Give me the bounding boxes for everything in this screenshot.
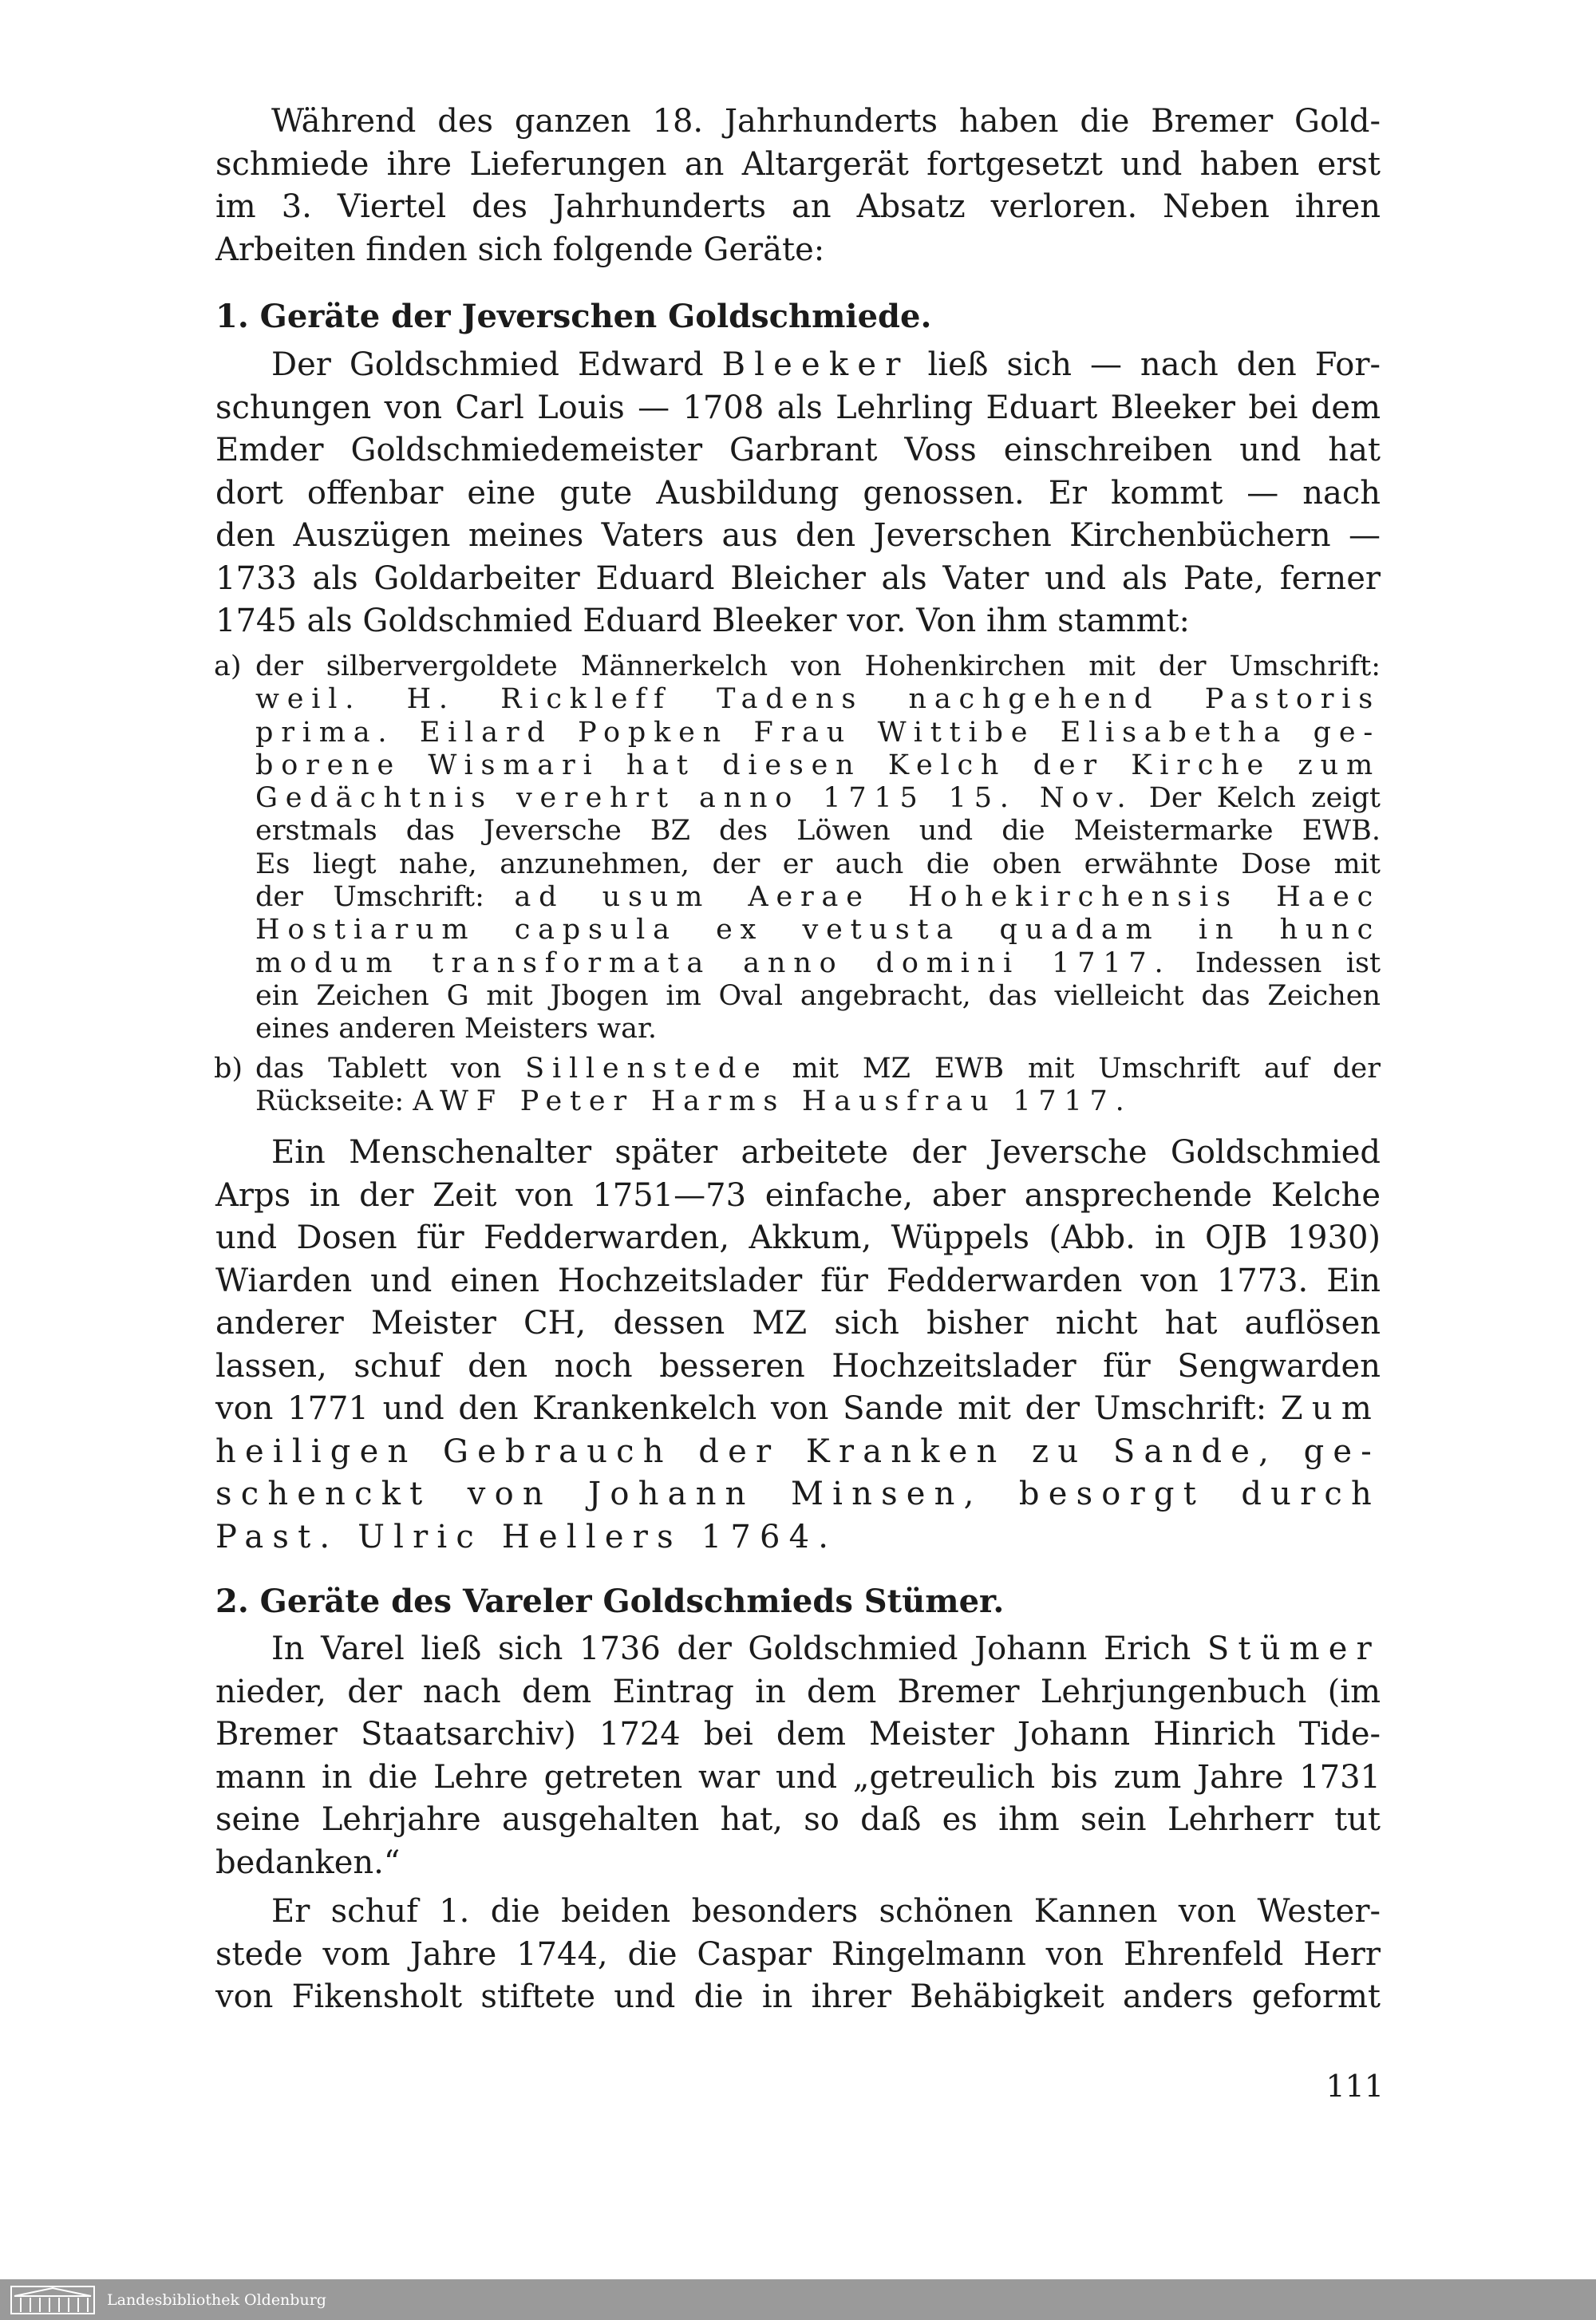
text-line: stede vom Jahre 1744, die Caspar Ringelmann von Ehrenfeld Herr: [215, 1935, 1381, 1973]
text-line: prima. Eilard Popken Frau Wittibe Elisabetha ge-: [255, 716, 1381, 749]
text-line: von 1771 und den Krankenkelch von Sande mit der Umschrift: Zum: [215, 1390, 1381, 1427]
text-line: Past. Ulric Hellers 1764.: [215, 1518, 838, 1555]
text-line: mann in die Lehre getreten war und „getreulich bis zum Jahre 1731: [215, 1758, 1381, 1796]
item-list: [214, 650, 1381, 1118]
text-line: lassen, schuf den noch besseren Hochzeitslader für Sengwarden: [215, 1347, 1381, 1385]
text-line: von Fikensholt stiftete und die in ihrer Behäbigkeit anders geformt: [215, 1978, 1381, 2015]
text-line: In Varel ließ sich 1736 der Goldschmied Johann Erich Stümer: [271, 1630, 1381, 1667]
text-line: schenckt von Johann Minsen, besorgt durch: [215, 1476, 1381, 1512]
text-line: bedanken.“: [215, 1844, 401, 1881]
text-line: heiligen Gebrauch der Kranken zu Sande, ge-: [215, 1433, 1381, 1470]
text-line: eines anderen Meisters war.: [255, 1013, 658, 1045]
text-line: seine Lehrjahre ausgehalten hat, so daß es ihm sein Lehrherr tut: [215, 1801, 1381, 1838]
text-line: modum transformata anno domini 1717. Indessen ist: [255, 947, 1381, 979]
text-line: der silbervergoldete Männerkelch von Hohenkirchen mit der Umschrift:: [255, 650, 1381, 682]
text-line: Emder Goldschmiedemeister Garbrant Voss einschreiben und hat: [215, 432, 1381, 468]
text-line: Rückseite: AWF Peter Harms Hausfrau 1717.: [255, 1085, 1132, 1117]
text-line: Arbeiten finden sich folgende Geräte:: [215, 231, 825, 268]
page-number: 111: [1325, 2069, 1384, 2104]
section-title: 1. Geräte der Jeverschen Goldschmiede.: [215, 298, 932, 335]
text-line: der Umschrift: ad usum Aerae Hohekirchensis Haec: [255, 881, 1381, 914]
text-line: borene Wismari hat diesen Kelch der Kirche zum: [255, 749, 1381, 781]
section2-paragraph-2: [215, 1891, 1381, 2019]
text-line: dort offenbar eine gute Ausbildung genossen. Er kommt — nach: [215, 474, 1381, 512]
text-line: schmiede ihre Lieferungen an Altargerät fortgesetzt und haben erst: [215, 145, 1381, 183]
text-line: Arps in der Zeit von 1751—73 einfache, aber ansprechende Kelche: [215, 1176, 1381, 1214]
text-line: Wiarden und einen Hochzeitslader für Fedderwarden von 1773. Ein: [215, 1262, 1381, 1299]
section1-paragraph-1: [215, 344, 1381, 643]
list-marker: a): [214, 650, 242, 682]
section-heading-2: [215, 1580, 1381, 1623]
text-line: Hostiarum capsula ex vetusta quadam in hunc: [255, 914, 1381, 947]
text-line: Es liegt nahe, anzunehmen, der er auch die oben erwähnte Dose mit: [255, 848, 1381, 880]
text-line: den Auszügen meines Vaters aus den Jeverschen Kirchenbüchern —: [215, 517, 1381, 554]
text-line: erstmals das Jeversche BZ des Löwen und die Meistermarke EWB.: [255, 815, 1381, 848]
text-line: 1745 als Goldschmied Eduard Bleeker vor. Von ihm stammt:: [215, 603, 1191, 639]
text-line: Ein Menschenalter später arbeitete der Jeversche Goldschmied: [271, 1134, 1381, 1171]
list-item-b: [214, 1053, 1381, 1119]
text-line: Er schuf 1. die beiden besonders schönen Kannen von Wester-: [271, 1893, 1381, 1930]
text-line: Der Goldschmied Edward Bleeker ließ sich — nach den For-: [271, 346, 1381, 383]
text-line: Gedächtnis verehrt anno 1715 15. Nov. Der Kelch zeigt: [255, 782, 1381, 815]
text-line: das Tablett von Sillenstede mit MZ EWB mit Umschrift auf der: [255, 1052, 1381, 1085]
text-line: anderer Meister CH, dessen MZ sich bisher nicht hat auflösen: [215, 1305, 1381, 1342]
text-line: ein Zeichen G mit Jbogen im Oval angebracht, das vielleicht das Zeichen: [255, 979, 1381, 1012]
section-heading-1: [215, 295, 1381, 338]
text-line: und Dosen für Fedderwarden, Akkum, Wüppels (Abb. in OJB 1930): [215, 1219, 1381, 1256]
text-line: Während des ganzen 18. Jahrhunderts haben die Bremer Gold-: [271, 103, 1381, 140]
text-line: nieder, der nach dem Eintrag in dem Bremer Lehrjungenbuch (im: [215, 1673, 1381, 1710]
text-line: 1733 als Goldarbeiter Eduard Bleicher als Vater und als Pate, ferner: [215, 559, 1381, 597]
text-line: schungen von Carl Louis — 1708 als Lehrling Eduart Bleeker bei dem: [215, 389, 1381, 426]
section-title: 2. Geräte des Vareler Goldschmieds Stümer.: [215, 1583, 1005, 1620]
text-line: weil. H. Rickleff Tadens nachgehend Pastoris: [255, 683, 1381, 716]
section2-paragraph-1: [215, 1628, 1381, 1884]
list-item-a: [214, 650, 1381, 1046]
intro-paragraph: [215, 101, 1381, 271]
text-line: Bremer Staatsarchiv) 1724 bei dem Meister Johann Hinrich Tide-: [215, 1716, 1381, 1753]
library-label: Landesbibliothek Oldenburg: [107, 2290, 326, 2309]
text-line: im 3. Viertel des Jahrhunderts an Absatz verloren. Neben ihren: [215, 188, 1381, 225]
library-building-icon: [10, 2285, 96, 2315]
section1-paragraph-2: [215, 1132, 1381, 1559]
list-marker: b): [214, 1052, 243, 1085]
footer-bar: [0, 2279, 1596, 2320]
